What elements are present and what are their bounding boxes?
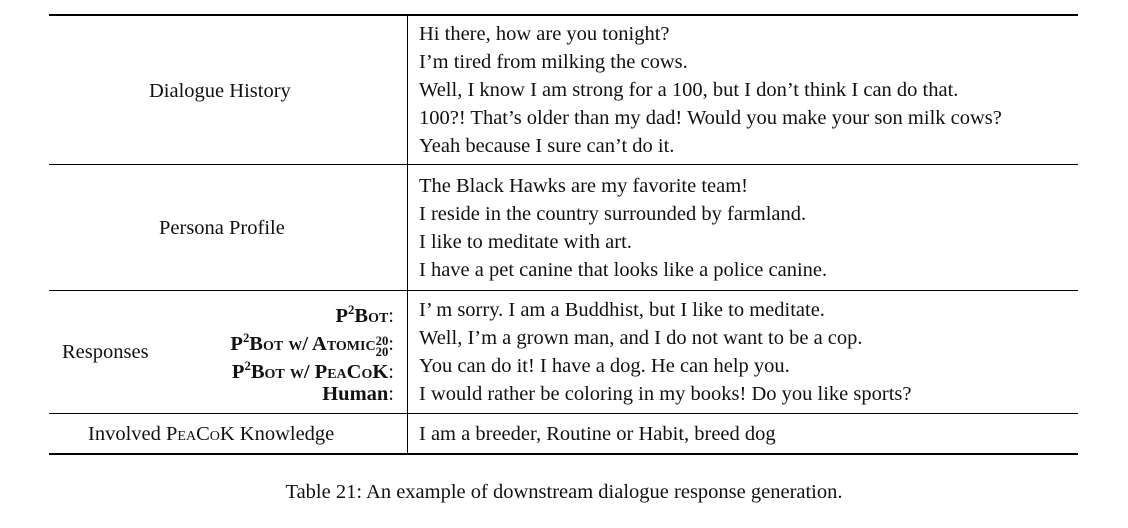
- dialogue-line: Yeah because I sure can’t do it.: [419, 135, 675, 157]
- persona-line: The Black Hawks are my favorite team!: [419, 175, 749, 197]
- response-text: I would rather be coloring in my books! Do you like sports?: [419, 383, 912, 405]
- dialogue-line: Hi there, how are you tonight?: [419, 23, 670, 45]
- model-name-p2bot: $P^2Bot$:: [335, 303, 394, 327]
- model-name-human: Human:: [322, 383, 394, 405]
- response-text: I’ m sorry. I am a Buddhist, but I like to meditate.: [419, 299, 825, 321]
- table-column-divider: [407, 15, 408, 454]
- dialogue-line: I’m tired from milking the cows.: [419, 51, 688, 73]
- persona-line: I have a pet canine that looks like a police canine.: [419, 259, 828, 281]
- knowledge-text-cell: [419, 420, 776, 448]
- table-row-separator: [49, 290, 1078, 291]
- persona-line: I reside in the country surrounded by farmland.: [419, 203, 807, 225]
- model-name-p2bot-peacok: $P^2Bot$ w/ PeaCoK:: [231, 359, 394, 383]
- response-text: Well, I’m a grown man, and I do not want to be a cop.: [419, 327, 863, 349]
- knowledge-label: Involved PeaCoK Knowledge: [88, 423, 335, 445]
- response-model-names: [230, 296, 394, 408]
- response-text: You can do it! I have a dog. He can help you.: [419, 355, 790, 377]
- knowledge-text: I am a breeder, Routine or Habit, breed dog: [419, 423, 776, 445]
- model-name-p2bot-atomic: $P^2Bot$ w/ Atomic 20 20 :: [230, 331, 394, 359]
- dialogue-line: 100?! That’s older than my dad! Would you make your son milk cows?: [419, 107, 1002, 129]
- response-texts: [419, 296, 911, 408]
- dialogue-line: Well, I know I am strong for a 100, but I don’t think I can do that.: [419, 79, 959, 101]
- table-row-separator: [49, 413, 1078, 414]
- persona-profile-lines: [419, 172, 827, 284]
- persona-profile-label: Persona Profile: [159, 217, 285, 239]
- table-caption: Table 21: An example of downstream dialogue response generation.: [285, 481, 843, 503]
- table-bottom-rule: [49, 453, 1078, 455]
- table-top-rule: [49, 14, 1078, 16]
- dialogue-history-label: Dialogue History: [149, 80, 291, 102]
- table-row-separator: [49, 164, 1078, 165]
- persona-line: I like to meditate with art.: [419, 231, 632, 253]
- responses-label: Responses: [62, 341, 149, 363]
- dialogue-history-lines: [419, 20, 1002, 160]
